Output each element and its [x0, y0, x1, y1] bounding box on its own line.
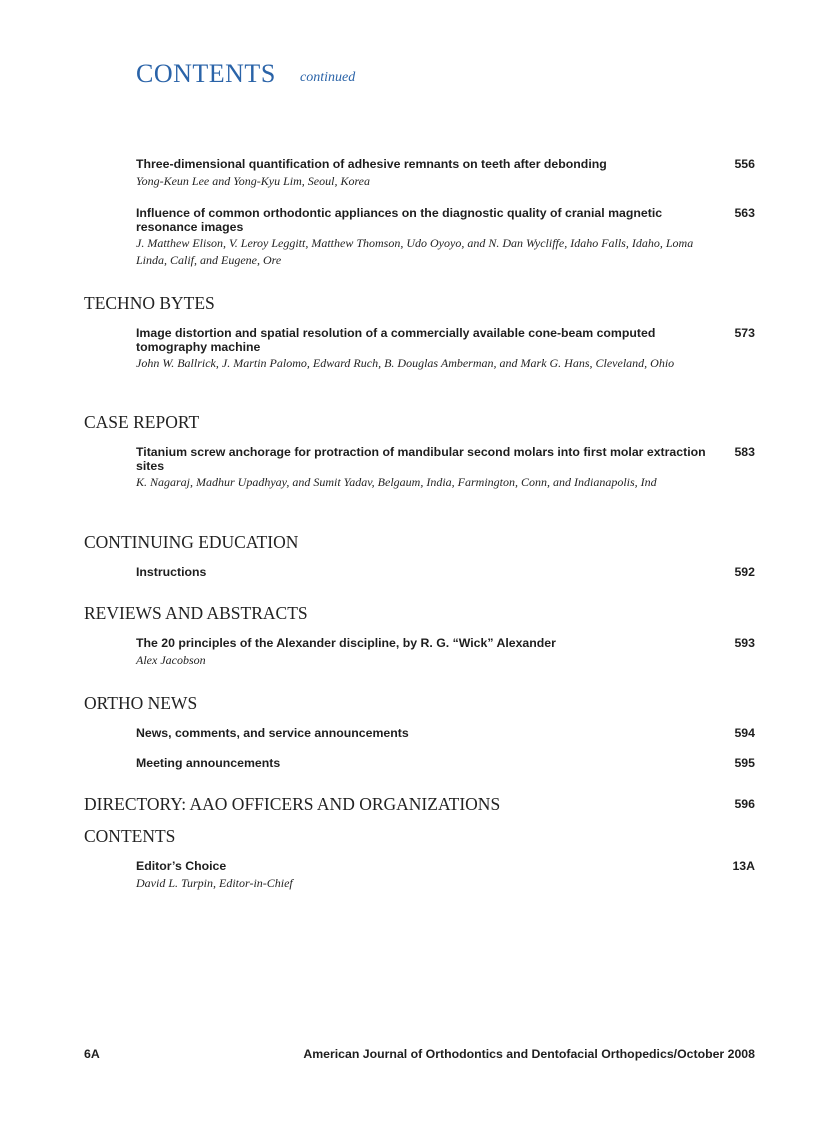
entry-page-number: 593: [734, 636, 755, 650]
toc-entry: [136, 566, 714, 580]
toc-entry: [136, 327, 714, 372]
section-heading-ortho-news: ORTHO NEWS: [84, 693, 198, 713]
entry-authors: K. Nagaraj, Madhur Upadhyay, and Sumit Yadav, Belgaum, India, Farmington, Conn, and Indianapolis, Ind: [136, 475, 657, 489]
toc-entry: [136, 637, 714, 669]
entry-title: Influence of common orthodontic appliances on the diagnostic quality of cranial magnetic resonance images: [136, 206, 663, 234]
entry-authors: J. Matthew Elison, V. Leroy Leggitt, Matthew Thomson, Udo Oyoyo, and N. Dan Wycliffe, Idaho Falls, Idaho, Loma Linda, Calif, and Eugene, Ore: [136, 236, 694, 267]
section-heading-directory: DIRECTORY: AAO OFFICERS AND ORGANIZATIONS: [84, 794, 501, 814]
entry-title: Meeting announcements: [136, 756, 281, 770]
entry-page-number: 13A: [732, 859, 755, 873]
entry-page-number: 556: [734, 157, 755, 171]
entry-title: The 20 principles of the Alexander discipline, by R. G. “Wick” Alexander: [136, 636, 556, 650]
entry-page-number: 594: [734, 726, 755, 740]
toc-entry: [136, 757, 714, 771]
entry-title: Titanium screw anchorage for protraction of mandibular second molars into first molar extraction sites: [136, 445, 706, 473]
entry-page-number: 595: [734, 756, 755, 770]
footer-journal: American Journal of Orthodontics and Dentofacial Orthopedics/October 2008: [303, 1047, 755, 1061]
section-heading-case-report: CASE REPORT: [84, 412, 200, 432]
entry-page-number: 573: [734, 326, 755, 340]
footer-page-number: 6A: [84, 1047, 100, 1061]
entry-title: Instructions: [136, 565, 207, 579]
entry-page-number: 563: [734, 206, 755, 220]
entry-authors: Yong-Keun Lee and Yong-Kyu Lim, Seoul, Korea: [136, 173, 371, 188]
toc-entry: [136, 446, 714, 491]
toc-entry: [136, 158, 714, 190]
page-title: CONTENTS: [136, 59, 276, 88]
entry-title: Editor’s Choice: [136, 859, 227, 873]
toc-entry: [136, 860, 714, 892]
entry-authors: John W. Ballrick, J. Martin Palomo, Edward Ruch, B. Douglas Amberman, and Mark G. Hans, Cleveland, Ohio: [136, 356, 675, 370]
entry-page-number: 596: [734, 797, 755, 811]
entry-authors: David L. Turpin, Editor-in-Chief: [136, 875, 293, 890]
toc-entry: [136, 207, 714, 269]
entry-page-number: 592: [734, 565, 755, 579]
entry-authors: Alex Jacobson: [136, 652, 206, 667]
entry-title: Three-dimensional quantification of adhesive remnants on teeth after debonding: [136, 157, 607, 171]
page-subtitle: continued: [300, 70, 356, 85]
section-heading-reviews: REVIEWS AND ABSTRACTS: [84, 603, 308, 623]
toc-entry: [136, 727, 714, 741]
section-heading-techno-bytes: TECHNO BYTES: [84, 293, 215, 313]
entry-title: News, comments, and service announcements: [136, 726, 409, 740]
section-heading-contents: CONTENTS: [84, 826, 176, 846]
entry-page-number: 583: [734, 445, 755, 459]
entry-title: Image distortion and spatial resolution of a commercially available cone-beam computed tomography machine: [136, 326, 656, 354]
section-heading-continuing-education: CONTINUING EDUCATION: [84, 532, 299, 552]
